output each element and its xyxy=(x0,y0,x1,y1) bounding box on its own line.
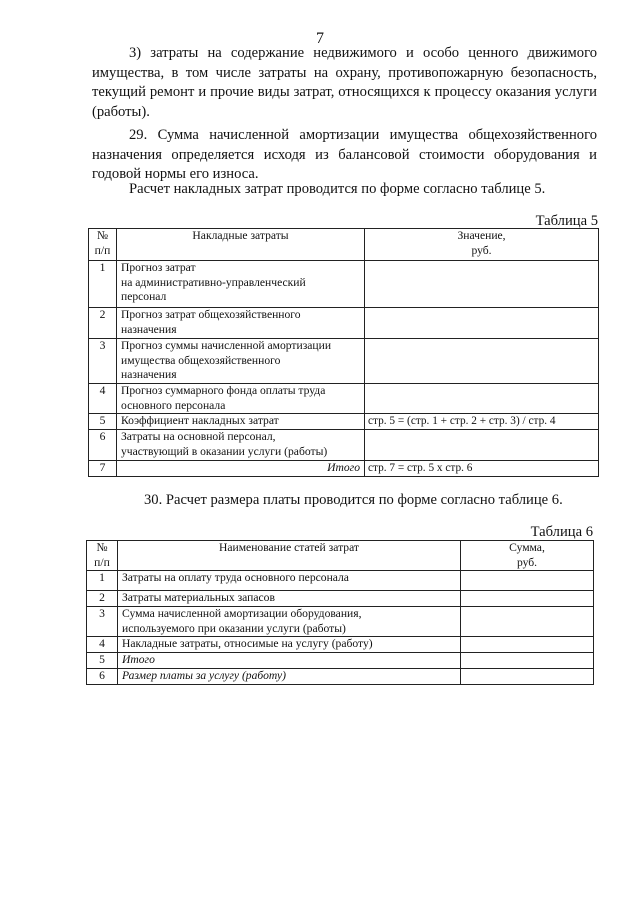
table6-cell-name: Затраты материальных запасов xyxy=(118,591,461,607)
table-row xyxy=(89,261,599,308)
table-row xyxy=(87,637,594,653)
table-row xyxy=(87,571,594,591)
table5-cell-num: 4 xyxy=(89,384,117,414)
table6-cell-name: Сумма начисленной амортизации оборудования, используемого при оказании услуги (работы) xyxy=(118,607,461,637)
table5-cell-num: 5 xyxy=(89,414,117,430)
table-row xyxy=(89,461,599,477)
table5-cell-formula: стр. 5 = (стр. 1 + стр. 2 + стр. 3) / стр. 4 xyxy=(365,414,599,430)
table6-caption: Таблица 6 xyxy=(530,524,593,540)
table5-cell-num: 7 xyxy=(89,461,117,477)
table-row xyxy=(89,308,599,339)
paragraph-expenses-item-3: 3) затраты на содержание недвижимого и особо ценного движимого имущества, в том числе затраты на охрану, противопожарную безопасность, текущий ремонт и прочие виды затрат, относящихся к процессу оказания услуги (работы). xyxy=(92,45,597,120)
table6-cell-name: Накладные затраты, относимые на услугу (работу) xyxy=(118,637,461,653)
table-row xyxy=(89,430,599,461)
table5-cell-value xyxy=(365,308,599,339)
table5-cell-name: Затраты на основной персонал, участвующий в оказании услуги (работы) xyxy=(117,430,365,461)
table6-header-row xyxy=(87,541,594,571)
table5-cell-num: 2 xyxy=(89,308,117,339)
paragraph-table5-intro: Расчет накладных затрат проводится по форме согласно таблице 5. xyxy=(129,181,546,197)
table6-cell-value xyxy=(461,591,594,607)
table5-cell-num: 3 xyxy=(89,339,117,384)
table6-cell-num: 2 xyxy=(87,591,118,607)
table5-cell-value xyxy=(365,430,599,461)
table6-cell-value xyxy=(461,637,594,653)
table5-cell-name: Прогноз суммы начисленной амортизации имущества общехозяйственного назначения xyxy=(117,339,365,384)
table6-header-value: Сумма, руб. xyxy=(461,541,594,571)
table6-cell-total-label: Итого xyxy=(118,653,461,669)
table5-cell-num: 1 xyxy=(89,261,117,308)
table5-cell-total-label: Итого xyxy=(117,461,365,477)
table5-caption: Таблица 5 xyxy=(535,213,598,229)
table6-header-num: № п/п xyxy=(87,541,118,571)
table5-cell-value xyxy=(365,339,599,384)
table6-cell-value xyxy=(461,571,594,591)
table6-cell-num: 1 xyxy=(87,571,118,591)
table6-cell-num: 6 xyxy=(87,669,118,685)
table5-cell-value xyxy=(365,261,599,308)
table5-cell-name: Прогноз суммарного фонда оплаты труда основного персонала xyxy=(117,384,365,414)
table-row xyxy=(87,653,594,669)
table5-cell-name: Прогноз затрат на административно-управленческий персонал xyxy=(117,261,365,308)
table5-header-name: Накладные затраты xyxy=(117,229,365,261)
paragraph-29: 29. Сумма начисленной амортизации имущества общехозяйственного назначения определяется исходя из балансовой стоимости оборудования и годовой нормы его износа. xyxy=(92,127,597,182)
table6-cell-num: 4 xyxy=(87,637,118,653)
table5-overhead-costs xyxy=(88,228,599,477)
table6-cell-num: 3 xyxy=(87,607,118,637)
table-row xyxy=(89,384,599,414)
table6-header-name: Наименование статей затрат xyxy=(118,541,461,571)
table-row xyxy=(89,339,599,384)
table-row xyxy=(87,669,594,685)
table6-cell-name: Затраты на оплату труда основного персонала xyxy=(118,571,461,591)
table5-header-row xyxy=(89,229,599,261)
table-row xyxy=(87,591,594,607)
table6-cell-value xyxy=(461,653,594,669)
table5-cell-name: Коэффициент накладных затрат xyxy=(117,414,365,430)
table6-cell-fee-label: Размер платы за услугу (работу) xyxy=(118,669,461,685)
table5-cell-num: 6 xyxy=(89,430,117,461)
table6-cell-num: 5 xyxy=(87,653,118,669)
table-row xyxy=(89,414,599,430)
paragraph-30: 30. Расчет размера платы проводится по форме согласно таблице 6. xyxy=(144,492,563,508)
table5-cell-value xyxy=(365,384,599,414)
table6-cell-value xyxy=(461,607,594,637)
table5-header-num: № п/п xyxy=(89,229,117,261)
table6-cell-value xyxy=(461,669,594,685)
table5-cell-formula: стр. 7 = стр. 5 х стр. 6 xyxy=(365,461,599,477)
table6-fee-calculation xyxy=(86,540,594,685)
table5-header-value: Значение, руб. xyxy=(365,229,599,261)
table5-cell-name: Прогноз затрат общехозяйственного назначения xyxy=(117,308,365,339)
table-row xyxy=(87,607,594,637)
page-number: 7 xyxy=(316,30,324,47)
